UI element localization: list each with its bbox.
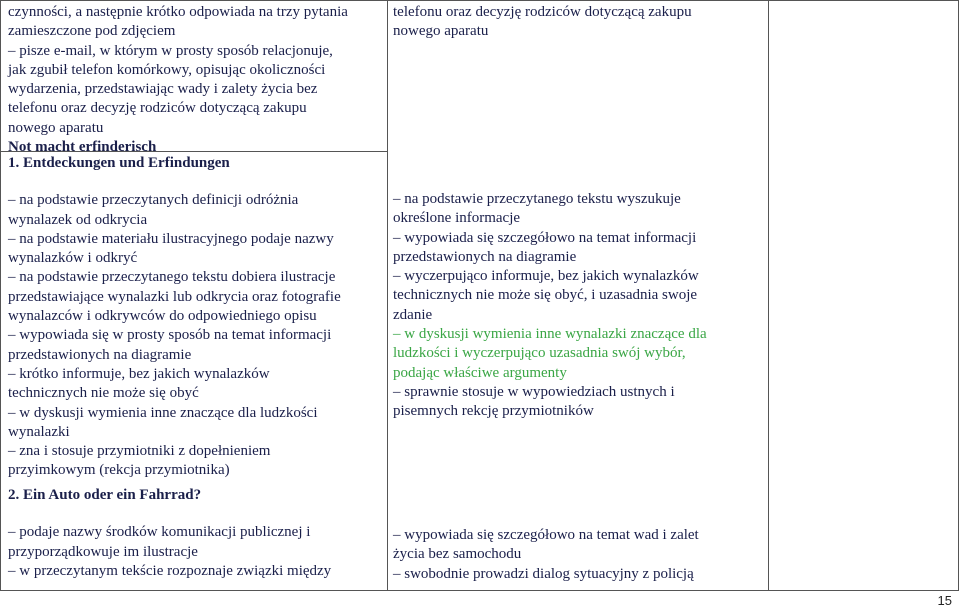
text-line: telefonu oraz decyzję rodziców dotyczącą zakupu	[393, 4, 692, 20]
text-line: – na podstawie przeczytanego tekstu dobiera ilustracje	[8, 269, 336, 286]
text-line: przedstawiające wynalazki lub odkrycia oraz fotografie	[8, 288, 341, 305]
text-line: – na podstawie materiału ilustracyjnego podaje nazwy	[8, 230, 334, 247]
text-line: przyporządkowuje im ilustracje	[8, 543, 198, 560]
text-line: wynalazek od odkrycia	[8, 211, 148, 228]
text-line: wynalazków i odkryć	[8, 250, 138, 267]
col1-section-2	[8, 486, 383, 581]
text-line: nowego aparatu	[393, 23, 489, 40]
text-line: – zna i stosuje przymiotniki z dopełnieniem	[8, 443, 271, 460]
table-rule	[768, 0, 769, 590]
text-line: – wyczerpująco informuje, bez jakich wynalazków	[393, 268, 699, 285]
text-line: technicznych nie może się obyć, i uzasadnia swoje	[393, 287, 698, 304]
text-line: jak zgubił telefon komórkowy, opisując okoliczności	[8, 61, 326, 78]
text-line: wynalazki	[8, 423, 70, 440]
text-line: – krótko informuje, bez jakich wynalazków	[8, 365, 270, 382]
text-line: życia bez samochodu	[393, 546, 522, 563]
text-line: przedstawionych na diagramie	[8, 346, 192, 363]
text-line: – podaje nazwy środków komunikacji publicznej i	[8, 524, 311, 541]
col2-section-2	[393, 526, 763, 584]
section-heading: Not macht erfinderisch	[8, 139, 157, 156]
text-line: – pisze e-mail, w którym w prosty sposób relacjonuje,	[8, 42, 333, 59]
highlighted-line: ludzkości i wyczerpująco uzasadnia swój wybór,	[393, 345, 686, 362]
text-line: technicznych nie może się obyć	[8, 385, 199, 402]
table-rule	[958, 0, 959, 590]
text-line: przedstawionych na diagramie	[393, 248, 577, 265]
text-line: – w dyskusji wymienia inne znaczące dla ludzkości	[8, 404, 318, 421]
text-line: pisemnych rekcję przymiotników	[393, 403, 594, 420]
page-number: 15	[937, 592, 952, 608]
text-line: czynności, a następnie krótko odpowiada na trzy pytania	[8, 4, 348, 20]
text-line: nowego aparatu	[8, 119, 104, 136]
text-line: – wypowiada się szczegółowo na temat wad i zalet	[393, 527, 699, 543]
text-line: – swobodnie prowadzi dialog sytuacyjny z policją	[393, 565, 694, 582]
table-rule	[0, 590, 959, 591]
highlighted-line: podając właściwe argumenty	[393, 364, 567, 381]
text-line: określone informacje	[393, 210, 521, 227]
text-line: przyimkowym (rekcja przymiotnika)	[8, 462, 230, 479]
table-rule	[387, 0, 388, 590]
text-line: – na podstawie przeczytanych definicji odróżnia	[8, 192, 299, 209]
text-line: – sprawnie stosuje w wypowiedziach ustnych i	[393, 383, 675, 400]
text-line: – wypowiada się szczegółowo na temat informacji	[393, 229, 697, 246]
text-line: – w przeczytanym tekście rozpoznaje związki między	[8, 562, 332, 579]
col1-section-1	[8, 154, 383, 481]
col2-top	[393, 3, 763, 42]
highlighted-line: – w dyskusji wymienia inne wynalazki znaczące dla	[393, 326, 707, 343]
text-line: telefonu oraz decyzję rodziców dotyczącą zakupu	[8, 100, 307, 117]
text-line: zamieszczone pod zdjęciem	[8, 23, 176, 40]
text-line: wynalazców i odkrywców do odpowiedniego opisu	[8, 308, 317, 325]
table-rule	[0, 0, 1, 590]
col2-section-1	[393, 190, 763, 422]
text-line: zdanie	[393, 306, 433, 323]
text-line: – na podstawie przeczytanego tekstu wyszukuje	[393, 191, 681, 207]
section-heading: 2. Ein Auto oder ein Fahrrad?	[8, 487, 202, 503]
col1-top	[8, 3, 383, 157]
text-line: wydarzenia, przedstawiając wady i zalety życia bez	[8, 81, 318, 98]
text-line: – wypowiada się w prosty sposób na temat informacji	[8, 327, 332, 344]
section-heading: 1. Entdeckungen und Erfindungen	[8, 155, 230, 171]
table-rule	[0, 0, 959, 1]
